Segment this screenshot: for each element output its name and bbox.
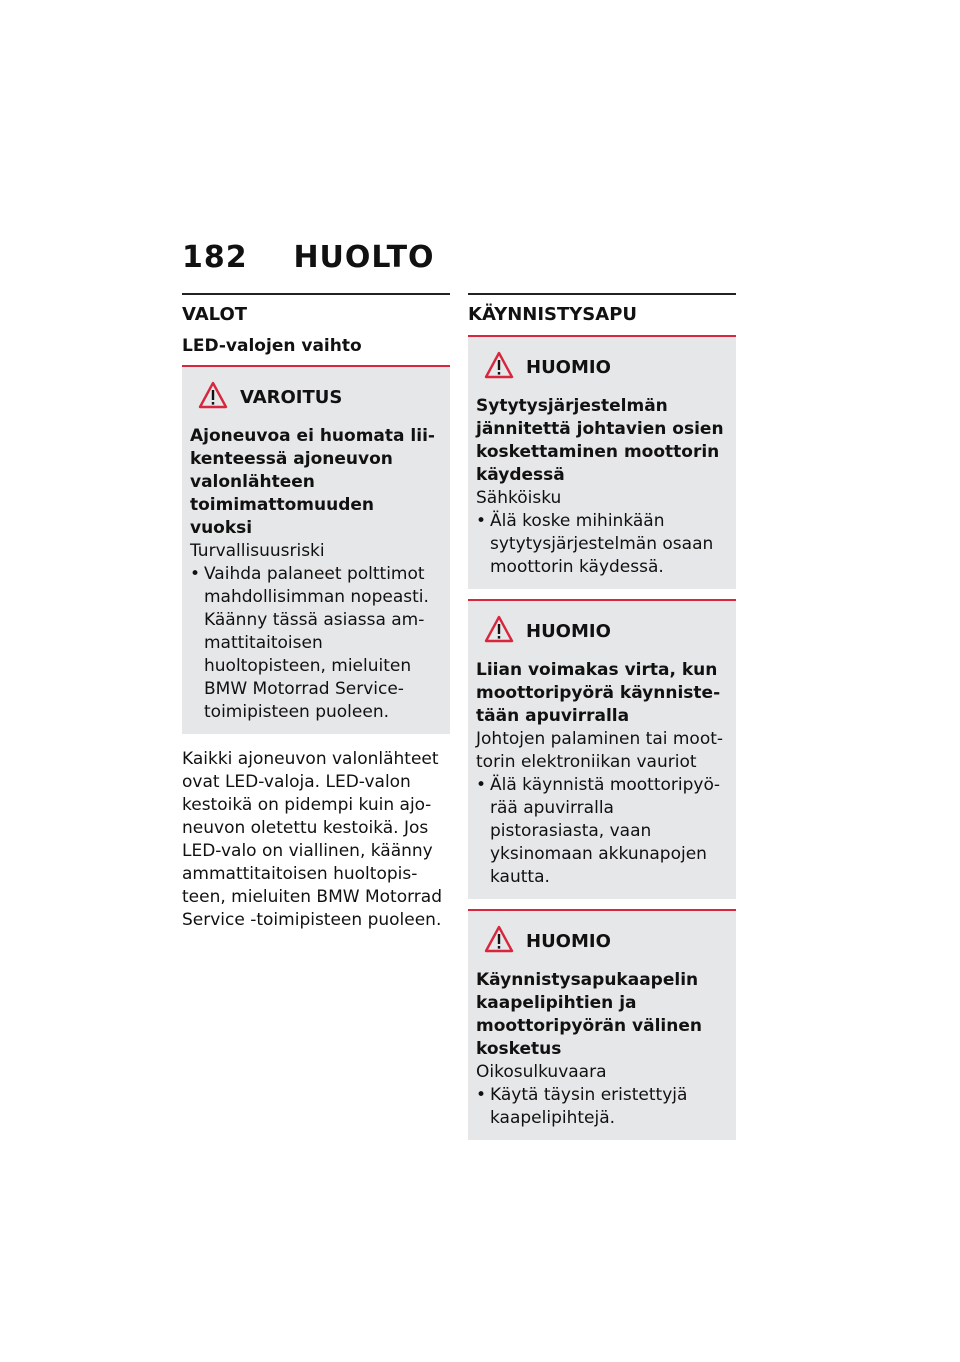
warning-title: Ajoneuvoa ei huomata liikenteessä ajoneuvon valonlähteen toimimattomuuden vuoksi	[190, 426, 435, 538]
list-item: • Vaihda palaneet polttimot mahdollisimman nopeasti. Käänny tässä asiassa ammattitaitoisen huoltopisteen, mieluiten BMW Motorrad Service-toimipisteen puoleen.	[190, 563, 442, 724]
section-title: KÄYNNISTYSAPU	[468, 304, 637, 325]
list-item: • Käytä täysin eristettyjä kaapelipihtejä.	[476, 1084, 728, 1130]
section-rule	[182, 293, 450, 295]
section-rule	[468, 293, 736, 295]
chapter-title: HUOLTO	[293, 240, 435, 275]
notice-hazard: Sähköisku	[476, 488, 562, 508]
list-item: • Älä koske mihinkään sytytysjärjestelmän osaan moottorin käydessä.	[476, 510, 728, 579]
notice-title: Liian voimakas virta, kun moottoripyörä käynnistetään apuvirralla	[476, 660, 721, 726]
notice-bullets	[476, 510, 728, 579]
notice-label: HUOMIO	[526, 930, 611, 952]
notice-header	[476, 347, 728, 387]
notice-header	[476, 921, 728, 961]
notice-label: HUOMIO	[526, 620, 611, 642]
notice-box	[468, 599, 736, 899]
notice-bullets	[476, 1084, 728, 1130]
warning-triangle-icon	[484, 925, 514, 957]
subsection-title: LED-valojen vaihto	[182, 336, 362, 356]
warning-label: VAROITUS	[240, 386, 343, 408]
notice-box	[468, 909, 736, 1140]
notice-box	[468, 335, 736, 589]
warning-box	[182, 365, 450, 734]
warning-triangle-icon	[198, 381, 228, 413]
body-paragraph: Kaikki ajoneuvon valonlähteet ovat LED-valoja. LED-valon kestoikä on pidempi kuin ajoneuvon oletettu kestoikä. Jos LED-valo on viallinen, käänny ammattitaitoisen huoltopisteen, mieluiten BMW Motorrad Service -toimipisteen puoleen.	[182, 749, 442, 930]
notice-header	[476, 611, 728, 651]
warning-hazard: Turvallisuusriski	[190, 541, 325, 561]
list-item: • Älä käynnistä moottoripyörää apuvirralla pistorasiasta, vaan yksinomaan akkunapojen kautta.	[476, 774, 728, 889]
warning-triangle-icon	[484, 615, 514, 647]
page-number: 182	[182, 240, 248, 275]
warning-bullets	[190, 563, 442, 724]
notice-hazard: Johtojen palaminen tai moottorin elektroniikan vauriot	[476, 729, 724, 772]
notice-bullets	[476, 774, 728, 889]
section-title: VALOT	[182, 304, 248, 325]
notice-title: Sytytysjärjestelmän jännitettä johtavien osien koskettaminen moottorin käydessä	[476, 396, 724, 485]
notice-hazard: Oikosulkuvaara	[476, 1062, 607, 1082]
notice-label: HUOMIO	[526, 356, 611, 378]
notice-title: Käynnistysapukaapelin kaapelipihtien ja moottoripyörän välinen kosketus	[476, 970, 702, 1059]
warning-header	[190, 377, 442, 417]
left-column	[182, 293, 450, 932]
right-column	[468, 293, 736, 1140]
page-header	[182, 240, 435, 275]
warning-triangle-icon	[484, 351, 514, 383]
